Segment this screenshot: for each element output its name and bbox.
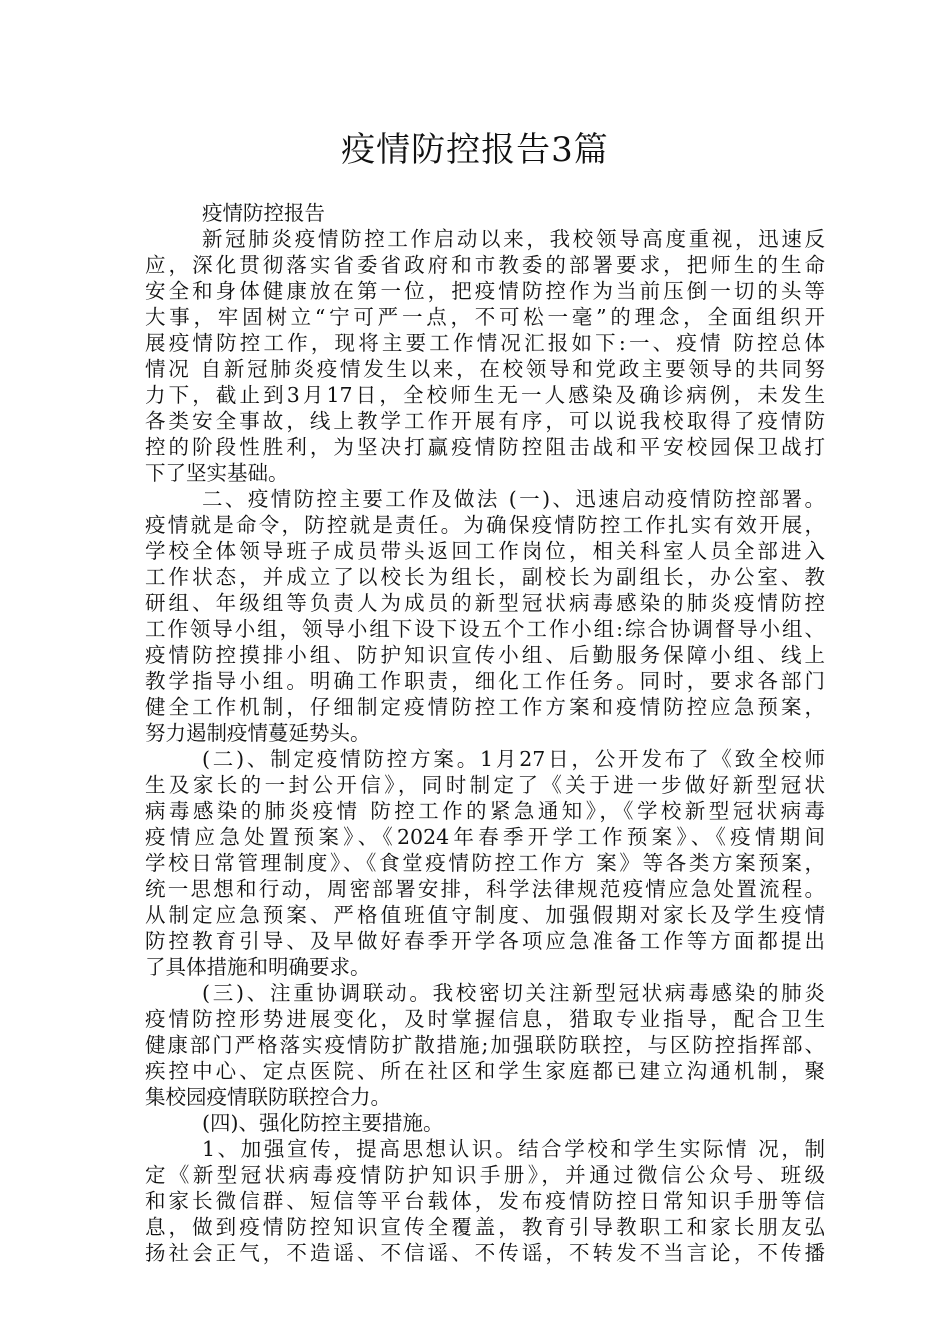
text-line: 工作领导小组，领导小组下设下设五个工作小组:综合协调督导小组、 bbox=[145, 617, 825, 641]
text-line: 疫情防控报告 bbox=[202, 201, 325, 225]
text-line: 从制定应急预案、严格值班值守制度、加强假期对家长及学生疫情 bbox=[145, 903, 825, 927]
text-line: 力下，截止到3月17日，全校师生无一人感染及确诊病例，未发生 bbox=[145, 383, 825, 407]
text-line: 了具体措施和明确要求。 bbox=[145, 955, 371, 979]
text-line: 疫情防控形势进展变化，及时掌握信息，猎取专业指导，配合卫生 bbox=[145, 1007, 825, 1031]
text-line: 健康部门严格落实疫情防扩散措施;加强联防联控，与区防控指挥部、 bbox=[145, 1033, 825, 1057]
text-line: 统一思想和行动，周密部署安排，科学法律规范疫情应急处置流程。 bbox=[145, 877, 825, 901]
text-line: 学校日常管理制度》、《食堂疫情防控工作方 案》等各类方案预案， bbox=[145, 851, 825, 875]
document-title: 疫情防控报告3篇 bbox=[341, 130, 609, 170]
text-line: 防控教育引导、及早做好春季开学各项应急准备工作等方面都提出 bbox=[145, 929, 825, 953]
text-line: 努力遏制疫情蔓延势头。 bbox=[145, 721, 371, 745]
text-line: 教学指导小组。明确工作职责，细化工作任务。同时，要求各部门 bbox=[145, 669, 825, 693]
text-line: 生及家长的一封公开信》，同时制定了《关于进一步做好新型冠状 bbox=[145, 773, 825, 797]
text-line: 新冠肺炎疫情防控工作启动以来，我校领导高度重视，迅速反 bbox=[202, 227, 825, 251]
text-line: 大事，牢固树立“宁可严一点，不可松一毫”的理念，全面组织开 bbox=[145, 305, 825, 329]
text-line: 定《新型冠状病毒疫情防护知识手册》，并通过微信公众号、班级 bbox=[145, 1163, 825, 1187]
text-line: 病毒感染的肺炎疫情 防控工作的紧急通知》，《学校新型冠状病毒 bbox=[145, 799, 825, 823]
text-line: 疫情防控摸排小组、防护知识宣传小组、后勤服务保障小组、线上 bbox=[145, 643, 825, 667]
text-line: 1、加强宣传，提高思想认识。结合学校和学生实际情 况，制 bbox=[202, 1137, 825, 1161]
text-line: (二)、制定疫情防控方案。1月27日，公开发布了《致全校师 bbox=[202, 747, 825, 771]
text-line: 集校园疫情联防联控合力。 bbox=[145, 1085, 391, 1109]
text-line: 各类安全事故，线上教学工作开展有序，可以说我校取得了疫情防 bbox=[145, 409, 825, 433]
text-line: 工作状态，并成立了以校长为组长，副校长为副组长，办公室、教 bbox=[145, 565, 825, 589]
text-line: 情况 自新冠肺炎疫情发生以来，在校领导和党政主要领导的共同努 bbox=[145, 357, 825, 381]
text-line: 学校全体领导班子成员带头返回工作岗位，相关科室人员全部进入 bbox=[145, 539, 825, 563]
text-line: (三)、注重协调联动。我校密切关注新型冠状病毒感染的肺炎 bbox=[202, 981, 825, 1005]
text-line: 二、疫情防控主要工作及做法 (一)、迅速启动疫情防控部署。 bbox=[202, 487, 825, 511]
text-line: (四)、强化防控主要措施。 bbox=[202, 1111, 444, 1135]
text-line: 扬社会正气，不造谣、不信谣、不传谣，不转发不当言论，不传播 bbox=[145, 1241, 825, 1265]
text-line: 安全和身体健康放在第一位，把疫情防控作为当前压倒一切的头等 bbox=[145, 279, 825, 303]
text-line: 疾控中心、定点医院、所在社区和学生家庭都已建立沟通机制，聚 bbox=[145, 1059, 825, 1083]
text-line: 疫情就是命令，防控就是责任。为确保疫情防控工作扎实有效开展， bbox=[145, 513, 825, 537]
document-body bbox=[145, 200, 825, 1266]
text-line: 健全工作机制，仔细制定疫情防控工作方案和疫情防控应急预案， bbox=[145, 695, 825, 719]
text-line: 下了坚实基础。 bbox=[145, 461, 289, 485]
text-line: 展疫情防控工作，现将主要工作情况汇报如下:一、疫情 防控总体 bbox=[145, 331, 825, 355]
text-line: 应，深化贯彻落实省委省政府和市教委的部署要求，把师生的生命 bbox=[145, 253, 825, 277]
text-line: 疫情应急处置预案》、《2024年春季开学工作预案》、《疫情期间 bbox=[145, 825, 825, 849]
text-line: 和家长微信群、短信等平台载体，发布疫情防控日常知识手册等信 bbox=[145, 1189, 825, 1213]
text-line: 研组、年级组等负责人为成员的新型冠状病毒感染的肺炎疫情防控 bbox=[145, 591, 825, 615]
text-line: 息，做到疫情防控知识宣传全覆盖，教育引导教职工和家长朋友弘 bbox=[145, 1215, 825, 1239]
text-line: 控的阶段性胜利，为坚决打赢疫情防控阻击战和平安校园保卫战打 bbox=[145, 435, 825, 459]
